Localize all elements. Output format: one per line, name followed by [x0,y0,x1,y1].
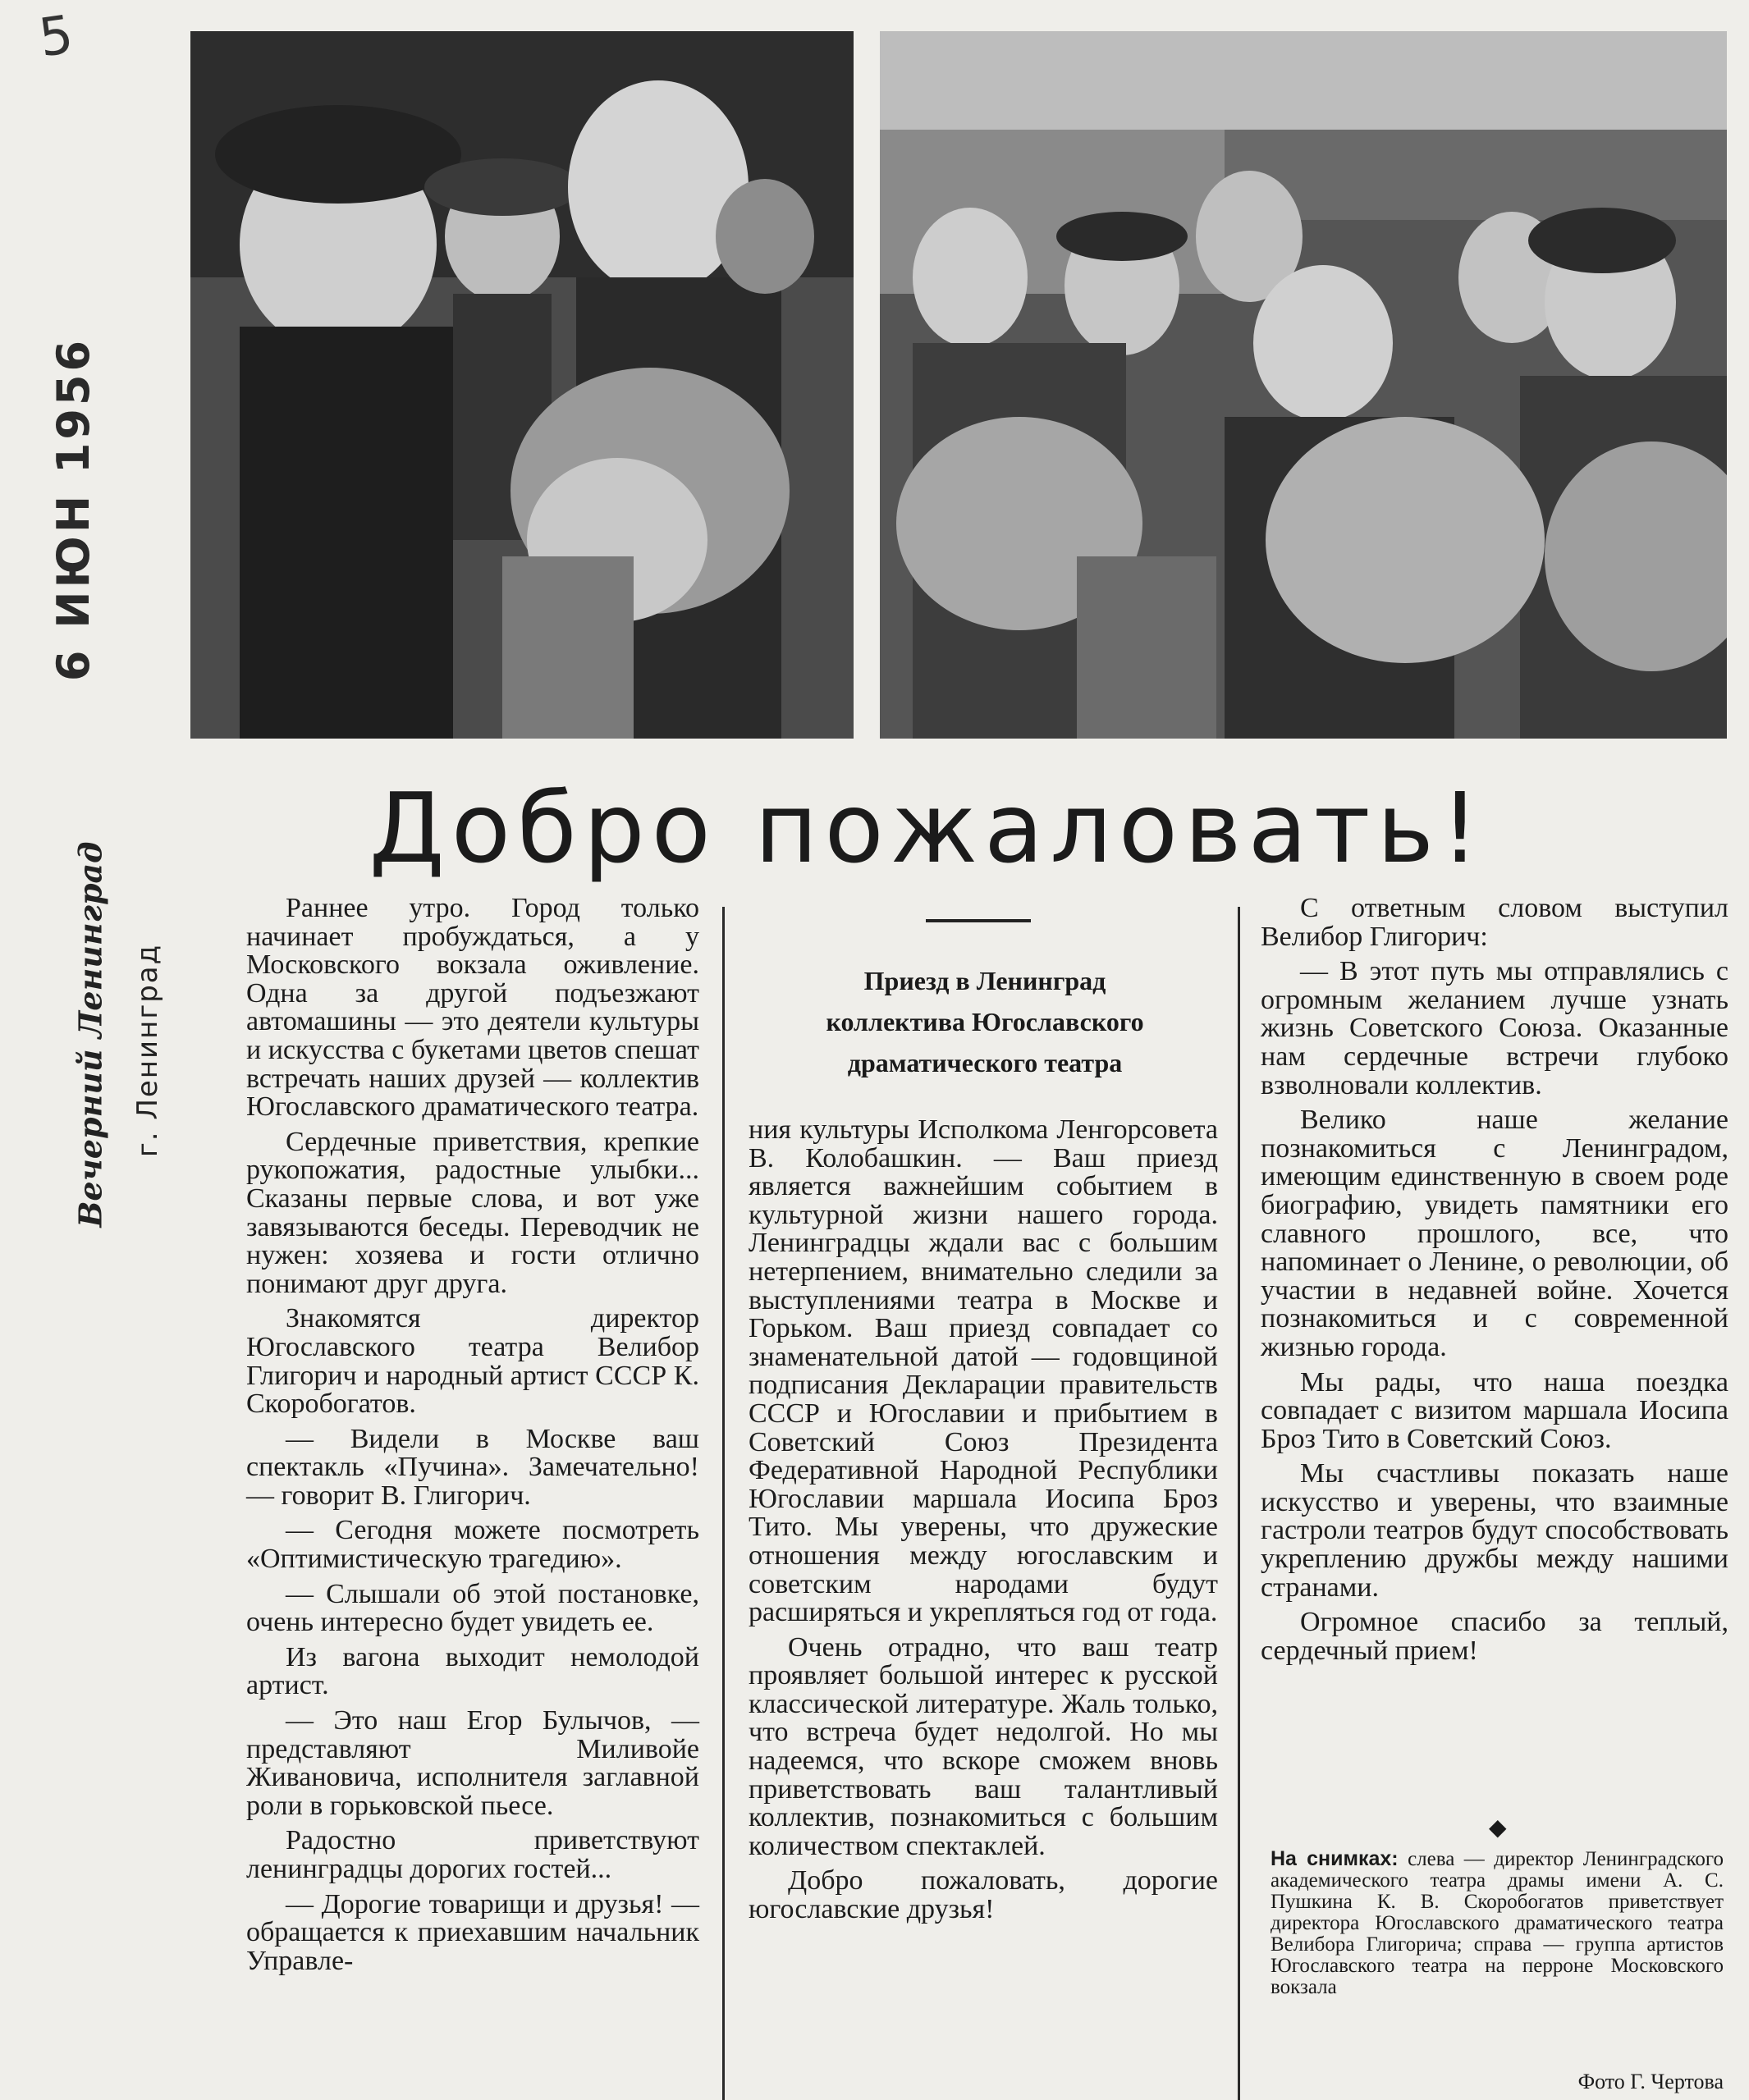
paragraph: Очень отрадно, что ваш театр проявляет большой интерес к русской классической литературе. Жаль только, что встреча будет недолгой. Но мы надеемся, что вскоре сможем вновь приветствовать ваш талантливый коллектив, познакомиться с большим количеством спектаклей. [749,1631,1218,1861]
photo-right [880,31,1727,739]
photo-right-image [880,31,1727,739]
paragraph: Сердечные приветствия, крепкие рукопожатия, радостные улыбки... Сказаны первые слова, и вот уже завязываются беседы. Переводчик не нужен: хозяева и гости отлично понимают друг друга. [246,1126,699,1299]
photo-caption [1271,1848,1724,1998]
paragraph: — Сегодня можете посмотреть «Оптимистическую трагедию». [246,1515,699,1575]
paragraph: ния культуры Исполкома Ленгорсовета В. Колобашкин. — Ваш приезд является важнейшим событием в культурной жизни нашего города. Ленинградцы ждали вас с большим нетерпением, внимательно следили за выступлениями театра в Москве и Горьком. Ваш приезд совпадает со знаменательной датой — годовщиной подписания Декларации правительств СССР и Югославии и прибытием в Советский Союз Президента Федеративной Народной Республики Югославии маршала Иосипа Броз Тито. Мы уверены, что дружеские отношения между югославским и советским народами будут расширяться и укрепляться год от года. [749,1114,1218,1628]
headline: Добро пожаловать! [369,771,1486,885]
subheadline-line-3: драматического театра [847,1048,1123,1077]
paragraph: Велико наше желание познакомиться с Ленинградом, имеющим единственную в своем роде биографию, увидеть памятники его славного прошлого, все, что напоминает о Ленине, о революции, об участии в недавней войне. Хочется познакомиться и с современной жизнью города. [1261,1105,1728,1362]
article-column-2-body [749,1116,1218,1931]
city-name-text: г. Ленинград [131,943,164,1158]
newspaper-name-text: Вечерний Ленинград [71,840,109,1228]
photo-left-image [190,31,854,739]
photo-credit: Фото Г. Чертова [1577,2070,1724,2093]
date-stamp-text: 6 ИЮН 1956 [48,336,100,681]
paragraph: Раннее утро. Город только начинает пробуждаться, а у Московского вокзала оживление. Одна за другой подъезжают автомашины — это деятели культуры и искусства с букетами цветов спешат встречать наших друзей — коллектив Югославского драматического театра. [246,893,699,1123]
paragraph: Добро пожаловать, дорогие югославские друзья! [749,1865,1218,1925]
paragraph: С ответным словом выступил Велибор Глигорич: [1261,893,1728,952]
column-divider-1 [722,907,725,2100]
headline-rule [926,919,1031,922]
city-name [123,894,172,1206]
article-column-3 [1261,894,1728,1672]
handwritten-page-number: 5 [35,4,77,70]
column-divider-2 [1238,907,1240,2100]
article-column-1 [246,894,699,1982]
paragraph: Огромное спасибо за теплый, сердечный прием! [1261,1607,1728,1666]
paragraph: Мы счастливы показать наше искусство и уверены, что взаимные гастроли театров будут способствовать укреплению дружбы между нашими странами. [1261,1458,1728,1603]
paragraph: Из вагона выходит немолодой артист. [246,1641,699,1701]
paragraph: — В этот путь мы отправлялись с огромным желанием лучше узнать жизнь Советского Союза. Оказанные нам сердечные встречи глубоко взволновали коллектив. [1261,956,1728,1100]
subheadline-line-2: коллектива Югославского [826,1007,1144,1036]
paragraph: — Видели в Москве ваш спектакль «Пучина». Замечательно! — говорит В. Глигорич. [246,1423,699,1511]
paragraph: — Это наш Егор Булычов, — представляют Миливойе Живановича, исполнителя заглавной роли в горьковской пьесе. [246,1705,699,1821]
paragraph: — Дорогие товарищи и друзья! — обращается к приехавшим начальник Управле- [246,1888,699,1976]
newspaper-name [66,840,115,1228]
paragraph: Радостно приветствуют ленинградцы дорогих гостей... [246,1825,699,1884]
subheadline-line-1: Приезд в Ленинград [863,966,1106,995]
paragraph: Знакомятся директор Югославского театра Велибор Глигорич и народный артист СССР К. Скоробогатов. [246,1303,699,1420]
subheadline [763,960,1206,1083]
separator-ornament: ◆ [1489,1814,1507,1841]
date-stamp [49,336,98,681]
photo-caption-text: слева — директор Ленинградского академического театра драмы имени А. С. Пушкина К. В. Скоробогатов приветствует директора Югославского драматического театра Велибора Глигорича; справа — группа артистов Югославского театра на перроне Московского вокзала [1271,1848,1724,1998]
photo-left [190,31,854,739]
source-stamp [66,840,172,1228]
paragraph: Мы рады, что наша поездка совпадает с визитом маршала Иосипа Броз Тито в Советский Союз. [1261,1366,1728,1454]
paragraph: — Слышали об этой постановке, очень интересно будет увидеть ее. [246,1578,699,1638]
photo-caption-lead: На снимках: [1271,1847,1399,1870]
